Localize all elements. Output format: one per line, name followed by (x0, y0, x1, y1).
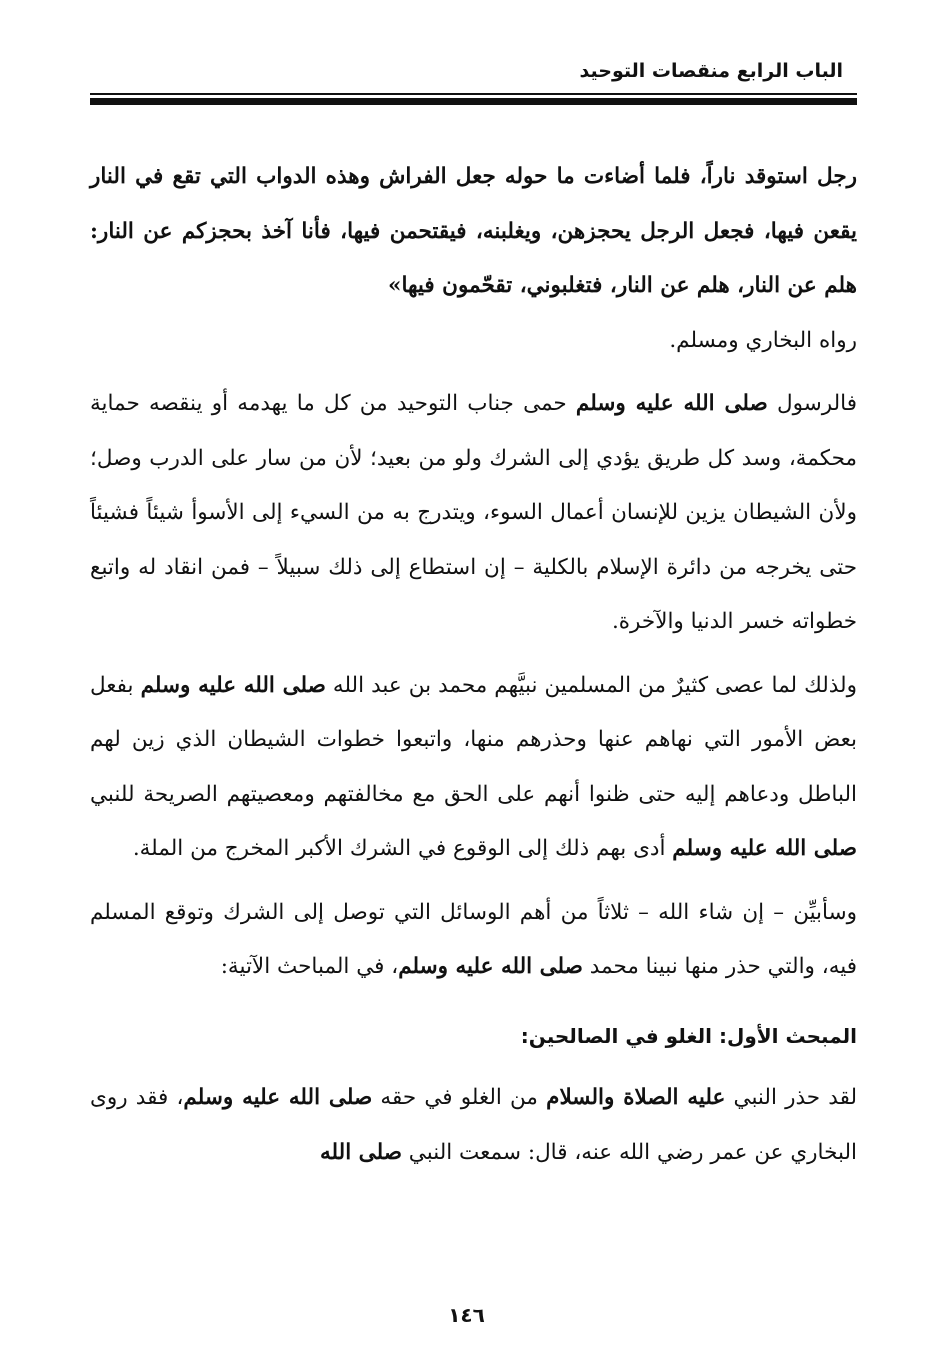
header-rule-thick (90, 98, 857, 105)
salutation: صلى الله عليه وسلم (140, 672, 326, 698)
page-body (90, 150, 857, 1180)
text-run: فالرسول (767, 391, 857, 416)
salutation: صلى الله عليه وسلم (398, 954, 583, 979)
salutation: صلى الله عليه وسلم (183, 1085, 373, 1110)
text-run: وسأبيِّن – إن شاء الله – ثلاثاً من أهم الوسائل التي توصل إلى الشرك وتوقع المسلم فيه، والتي حذر منها نبينا محمد (90, 899, 857, 979)
hadith-quote-paragraph: رجل استوقد ناراً، فلما أضاءت ما حوله جعل الفراش وهذه الدواب التي تقع في النار يقعن فيها، فجعل الرجل يحجزهن، ويغلبنه، فيقتحمن فيها، فأنا آخذ بحجزكم عن النار: هلم عن النار، هلم عن النار، فتغلبوني، تقحّمون فيها» (90, 164, 857, 298)
text-run: من الغلو في حقه (372, 1085, 547, 1110)
paragraph-ghuluw (90, 1071, 857, 1180)
text-run: ، فقد روى البخاري عن عمر رضي الله عنه، قال: سمعت النبي (90, 1085, 857, 1165)
text-run: بفعل بعض الأمور التي نهاهم عنها وحذرهم منها، واتبعوا خطوات الشيطان الذي زين لهم الباطل ودعاهم إليه حتى ظنوا أنهم على الحق مع مخالفتهم ومعصيتهم الصريحة للنبي (90, 672, 857, 807)
text-run: ، في المباحث الآتية: (220, 954, 399, 979)
text-run: ولذلك لما عصى كثيرٌ من المسلمين نبيَّهم محمد بن عبد الله (325, 672, 857, 698)
salutation: صلى الله (320, 1139, 402, 1165)
paragraph-tawheed-protection (90, 377, 857, 650)
running-header-title: الباب الرابع منقصات التوحيد (579, 60, 843, 82)
text-run: أدى بهم ذلك إلى الوقوع في الشرك الأكبر المخرج من الملة. (132, 836, 673, 861)
salutation: صلى الله عليه وسلم (575, 391, 768, 416)
salutation: صلى الله عليه وسلم (672, 836, 857, 861)
paragraph-disobedience (90, 659, 857, 877)
page-number: ١٤٦ (448, 1303, 485, 1327)
text-run: حمى جناب التوحيد من كل ما يهدمه أو ينقصه حماية محكمة، وسد كل طريق يؤدي إلى الشرك ولو من بعيد؛ لأن من سار على الدرب وصل؛ ولأن الشيطان يزين للإنسان أعمال السوء، ويتدرج به من السيء إلى الأسوأ شيئاً فشيئاً حتى يخرجه من دائرة الإسلام بالكلية – إن استطاع إلى ذلك سبيلاً – فمن انقاد له واتبع خطواته خسر الدنيا والآخرة. (90, 391, 857, 634)
header-rule-thin (90, 93, 857, 95)
paragraph-intro-means (90, 886, 857, 995)
hadith-citation: رواه البخاري ومسلم. (669, 327, 857, 353)
text-run: لقد حذر النبي (725, 1085, 858, 1110)
section-heading: المبحث الأول: الغلو في الصالحين: (520, 1023, 857, 1048)
salutation: عليه الصلاة والسلام (546, 1085, 726, 1110)
